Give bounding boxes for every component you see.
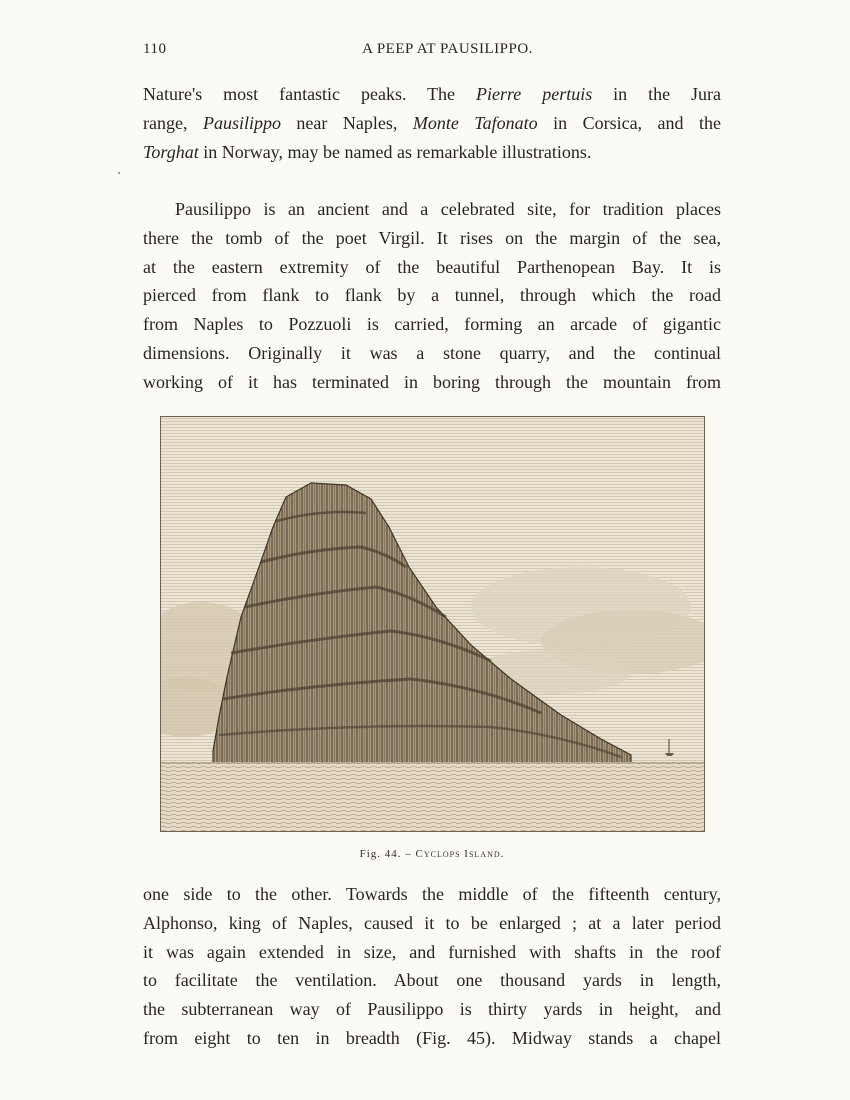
text-line: to facilitate the ventilation. About one thousand yards in length, — [143, 970, 721, 991]
figure-caption — [143, 848, 721, 860]
italic-term: Pierre pertuis — [475, 84, 593, 104]
running-head — [143, 41, 722, 63]
text-line: Alphonso, king of Naples, caused it to be enlarged ; at a later period — [143, 912, 721, 933]
text-line: Pausilippo is an ancient and a celebrated site, for tradition places — [175, 199, 721, 219]
margin-speck — [118, 172, 120, 174]
paragraph-3 — [143, 880, 721, 1053]
text-line: dimensions. Originally it was a stone quarry, and the continual — [143, 342, 721, 363]
text-line: from Naples to Pozzuoli is carried, forming an arcade of gigantic — [143, 314, 721, 335]
text-line: it was again extended in size, and furnished with shafts in the roof — [143, 941, 721, 962]
text-line: one side to the other. Towards the middle of the fifteenth century, — [143, 884, 721, 904]
text-line: the subterranean way of Pausilippo is thirty yards in height, and — [143, 999, 721, 1020]
text-line: pierced from flank to flank by a tunnel, through which the road — [143, 285, 721, 306]
running-title: A PEEP AT PAUSILIPPO. — [362, 41, 533, 57]
figure-engraving — [160, 416, 705, 832]
cyclops-island-illustration — [161, 417, 704, 831]
page-number: 110 — [143, 41, 167, 57]
paragraph-1 — [143, 80, 721, 166]
figure-number: Fig. 44. – — [359, 848, 416, 860]
text-line: range, Pausilippo near Naples, Monte Tafonato in Corsica, and the — [143, 112, 721, 133]
text-line: Torghat in Norway, may be named as remarkable illustrations. — [143, 141, 592, 162]
text-line: there the tomb of the poet Virgil. It rises on the margin of the sea, — [143, 227, 721, 248]
paragraph-2 — [143, 195, 721, 397]
text-line: working of it has terminated in boring through the mountain from — [143, 371, 721, 392]
text-line: from eight to ten in breadth (Fig. 45). Midway stands a chapel — [143, 1027, 721, 1048]
text-line: Nature's most fantastic peaks. The Pierre pertuis in the Jura — [143, 84, 721, 104]
text-line: at the eastern extremity of the beautiful Parthenopean Bay. It is — [143, 256, 721, 277]
italic-term: Pausilippo — [202, 112, 281, 133]
italic-term: Monte Tafonato — [412, 112, 538, 133]
italic-term: Torghat — [143, 141, 199, 162]
figure-title: Cyclops Island. — [415, 848, 505, 860]
